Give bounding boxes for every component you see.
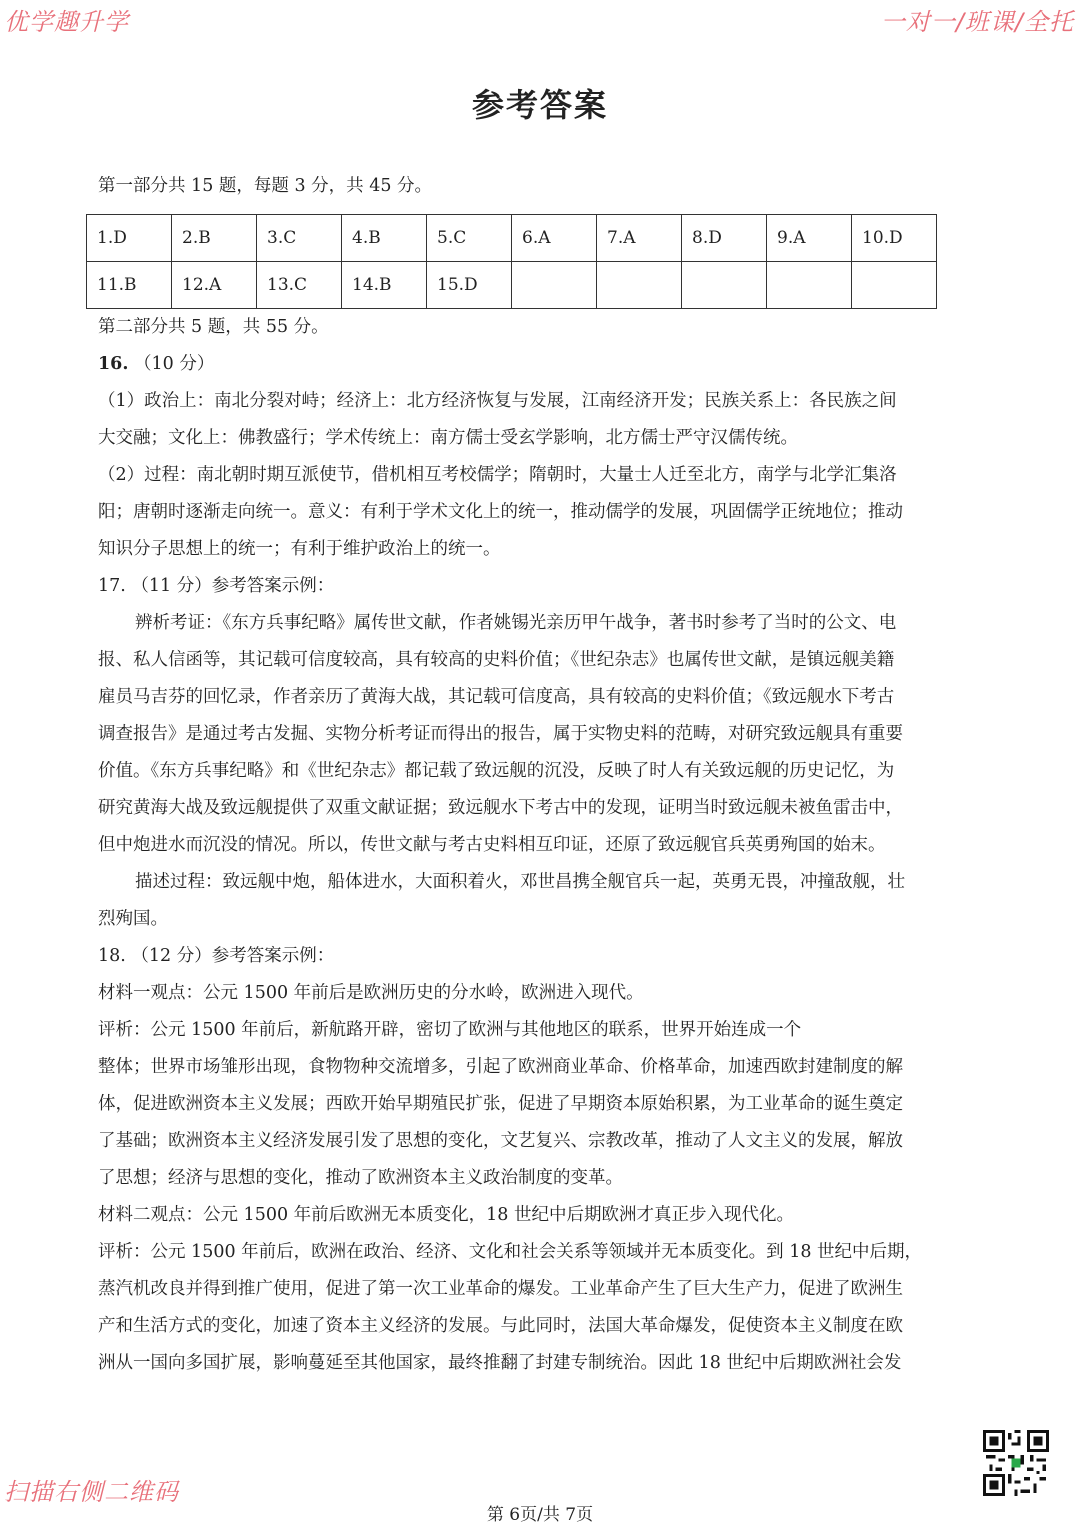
- answer-cell: [767, 262, 852, 309]
- answer-cell: 10.D: [852, 215, 937, 262]
- answer-cell: 12.A: [172, 262, 257, 309]
- text-line: 了基础；欧洲资本主义经济发展引发了思想的变化，文艺复兴、宗教改革，推动了人文主义的发展，解放: [98, 1131, 903, 1151]
- text-line: （1）政治上：南北分裂对峙；经济上：北方经济恢复与发展，江南经济开发；民族关系上：各民族之间: [98, 391, 897, 411]
- answer-cell: [852, 262, 937, 309]
- watermark-top-right: 一对一/班课/全托: [880, 8, 1074, 36]
- answer-cell: 11.B: [87, 262, 172, 309]
- text-line: 雇员马吉芬的回忆录，作者亲历了黄海大战，其记载可信度高，具有较高的史料价值；《致远舰水下考古: [98, 687, 895, 707]
- answer-cell: 2.B: [172, 215, 257, 262]
- text-line: 价值。《东方兵事纪略》和《世纪杂志》都记载了致远舰的沉没，反映了时人有关致远舰的历史记忆，为: [98, 761, 895, 781]
- answer-cell: 3.C: [257, 215, 342, 262]
- answers-row: [87, 215, 937, 262]
- watermark-top-left: 优学趣升学: [4, 8, 129, 36]
- answers-row: [87, 262, 937, 309]
- text-line: （2）过程：南北朝时期互派使节，借机相互考校儒学；隋朝时，大量士人迁至北方，南学与北学汇集洛: [98, 465, 897, 485]
- text-line: 辨析考证：《东方兵事纪略》属传世文献，作者姚锡光亲历甲午战争，著书时参考了当时的公文、电: [135, 613, 897, 633]
- text-line: 但中炮进水而沉没的情况。所以，传世文献与考古史料相互印证，还原了致远舰官兵英勇殉国的始末。: [98, 835, 886, 855]
- answer-cell: [597, 262, 682, 309]
- answers-table: [86, 214, 937, 309]
- q16-header: [98, 346, 976, 383]
- text-line: 体，促进欧洲资本主义发展；西欧开始早期殖民扩张，促进了早期资本原始积累，为工业革命的诞生奠定: [98, 1094, 903, 1114]
- q16-answer: [98, 383, 976, 568]
- text-line: 报、私人信函等，其记载可信度较高，具有较高的史料价值；《世纪杂志》也属传世文献，是镇远舰美籍: [98, 650, 895, 670]
- text-line: 材料一观点：公元 1500 年前后是欧洲历史的分水岭，欧洲进入现代。: [98, 983, 644, 1003]
- q18-answer: [98, 975, 976, 1382]
- text-line: 描述过程：致远舰中炮，船体进水，大面积着火，邓世昌携全舰官兵一起，英勇无畏，冲撞敌舰，壮: [135, 872, 905, 892]
- part2-header: 第二部分共 5 题，共 55 分。: [98, 317, 329, 337]
- answer-cell: 7.A: [597, 215, 682, 262]
- page-number: 第 6页/共 7页: [486, 1505, 594, 1525]
- text-line: 洲从一国向多国扩展，影响蔓延至其他国家，最终推翻了封建专制统治。因此 18 世纪中后期欧洲社会发: [98, 1353, 902, 1373]
- q17-paragraph-1: [98, 605, 976, 864]
- q16-number: 16.: [98, 354, 129, 374]
- text-line: 材料二观点：公元 1500 年前后欧洲无本质变化，18 世纪中后期欧洲才真正步入现代化。: [98, 1205, 794, 1225]
- answer-cell: [512, 262, 597, 309]
- answer-cell: 9.A: [767, 215, 852, 262]
- watermark-bottom-left: 扫描右侧二维码: [4, 1478, 179, 1506]
- q16-score: （10 分）: [134, 354, 215, 374]
- answer-cell: 5.C: [427, 215, 512, 262]
- answer-cell: 6.A: [512, 215, 597, 262]
- text-line: 产和生活方式的变化，加速了资本主义经济的发展。与此同时，法国大革命爆发，促使资本主义制度在欧: [98, 1316, 903, 1336]
- answer-cell: 8.D: [682, 215, 767, 262]
- answer-cell: [682, 262, 767, 309]
- text-line: 阳；唐朝时逐渐走向统一。意义：有利于学术文化上的统一，推动儒学的发展，巩固儒学正统地位；推动: [98, 502, 903, 522]
- text-line: 知识分子思想上的统一；有利于维护政治上的统一。: [98, 539, 501, 559]
- q18-header: 18. （12 分）参考答案示例：: [98, 946, 335, 966]
- q17-paragraph-2: [98, 864, 976, 938]
- answer-content: [98, 168, 976, 1382]
- text-line: 整体；世界市场雏形出现，食物物种交流增多，引起了欧洲商业革命、价格革命，加速西欧封建制度的解: [98, 1057, 903, 1077]
- answer-cell: 15.D: [427, 262, 512, 309]
- text-line: 评析：公元 1500 年前后，新航路开辟，密切了欧洲与其他地区的联系，世界开始连成一个: [98, 1020, 802, 1040]
- answer-cell: 14.B: [342, 262, 427, 309]
- text-line: 调查报告》是通过考古发掘、实物分析考证而得出的报告，属于实物史料的范畴，对研究致远舰具有重要: [98, 724, 903, 744]
- text-line: 评析：公元 1500 年前后，欧洲在政治、经济、文化和社会关系等领域并无本质变化。到 18 世纪中后期，: [98, 1242, 923, 1262]
- answer-cell: 4.B: [342, 215, 427, 262]
- part1-header: 第一部分共 15 题，每题 3 分，共 45 分。: [98, 176, 433, 196]
- qr-code-icon: [983, 1430, 1049, 1496]
- text-line: 蒸汽机改良并得到推广使用，促进了第一次工业革命的爆发。工业革命产生了巨大生产力，促进了欧洲生: [98, 1279, 903, 1299]
- answer-cell: 13.C: [257, 262, 342, 309]
- q17-header: 17. （11 分）参考答案示例：: [98, 576, 335, 596]
- text-line: 烈殉国。: [98, 909, 168, 929]
- text-line: 大交融；文化上：佛教盛行；学术传统上：南方儒士受玄学影响，北方儒士严守汉儒传统。: [98, 428, 798, 448]
- page-title: 参考答案: [471, 86, 608, 124]
- text-line: 研究黄海大战及致远舰提供了双重文献证据；致远舰水下考古中的发现，证明当时致远舰未被鱼雷击中，: [98, 798, 903, 818]
- text-line: 了思想；经济与思想的变化，推动了欧洲资本主义政治制度的变革。: [98, 1168, 623, 1188]
- answer-cell: 1.D: [87, 215, 172, 262]
